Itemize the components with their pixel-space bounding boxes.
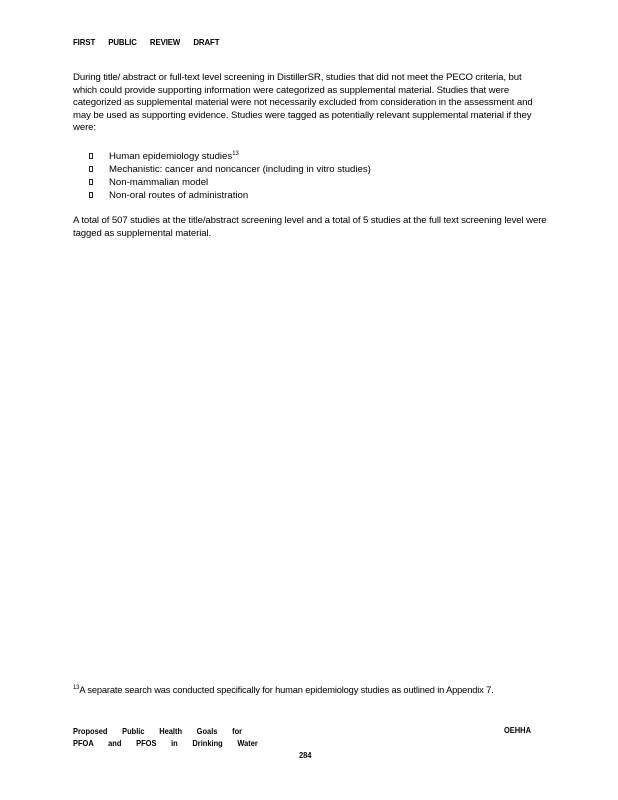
supplemental-criteria-list [89,150,371,202]
footnote-reference[interactable]: 13 [232,151,239,157]
list-item-text: Human epidemiology studies [109,151,233,162]
draft-header: FIRST PUBLIC REVIEW DRAFT [73,37,220,47]
list-item [89,163,371,176]
footer-document-title [73,725,258,749]
footer-title-line-2: PFOA and PFOS in Drinking Water [73,738,258,748]
bullet-box-icon [89,166,93,172]
list-item [89,150,371,163]
list-item [89,176,371,189]
footnote [73,684,553,697]
list-item-text: Non-mammalian model [109,177,209,188]
footnote-text: A separate search was conducted specifically for human epidemiology studies as outlined in Appendix 7. [79,685,494,695]
list-item [89,189,371,202]
screening-paragraph: During title/ abstract or full-text level screening in DistillerSR, studies that did not meet the PECO criteria, but which could provide supporting information were categorized as supplemental material. Studies that were categorized as supplemental material were not necessarily excluded from consideration in the assessment and may be used as supporting evidence. Studies were tagged as potentially relevant supplemental material if they were: [73,72,533,134]
footer-agency: OEHHA [504,725,531,735]
list-item-text: Non-oral routes of administration [109,190,249,201]
totals-paragraph: A total of 507 studies at the title/abstract screening level and a total of 5 studies at the full text screening level were tagged as supplemental material. [73,215,547,239]
list-item-text: Mechanistic: cancer and noncancer (including in vitro studies) [109,164,371,175]
page-number: 284 [299,750,312,760]
bullet-box-icon [89,179,93,185]
bullet-box-icon [89,192,93,198]
bullet-box-icon [89,153,93,159]
footnote-marker: 13 [73,685,80,691]
footer-title-line-1: Proposed Public Health Goals for [73,726,243,736]
